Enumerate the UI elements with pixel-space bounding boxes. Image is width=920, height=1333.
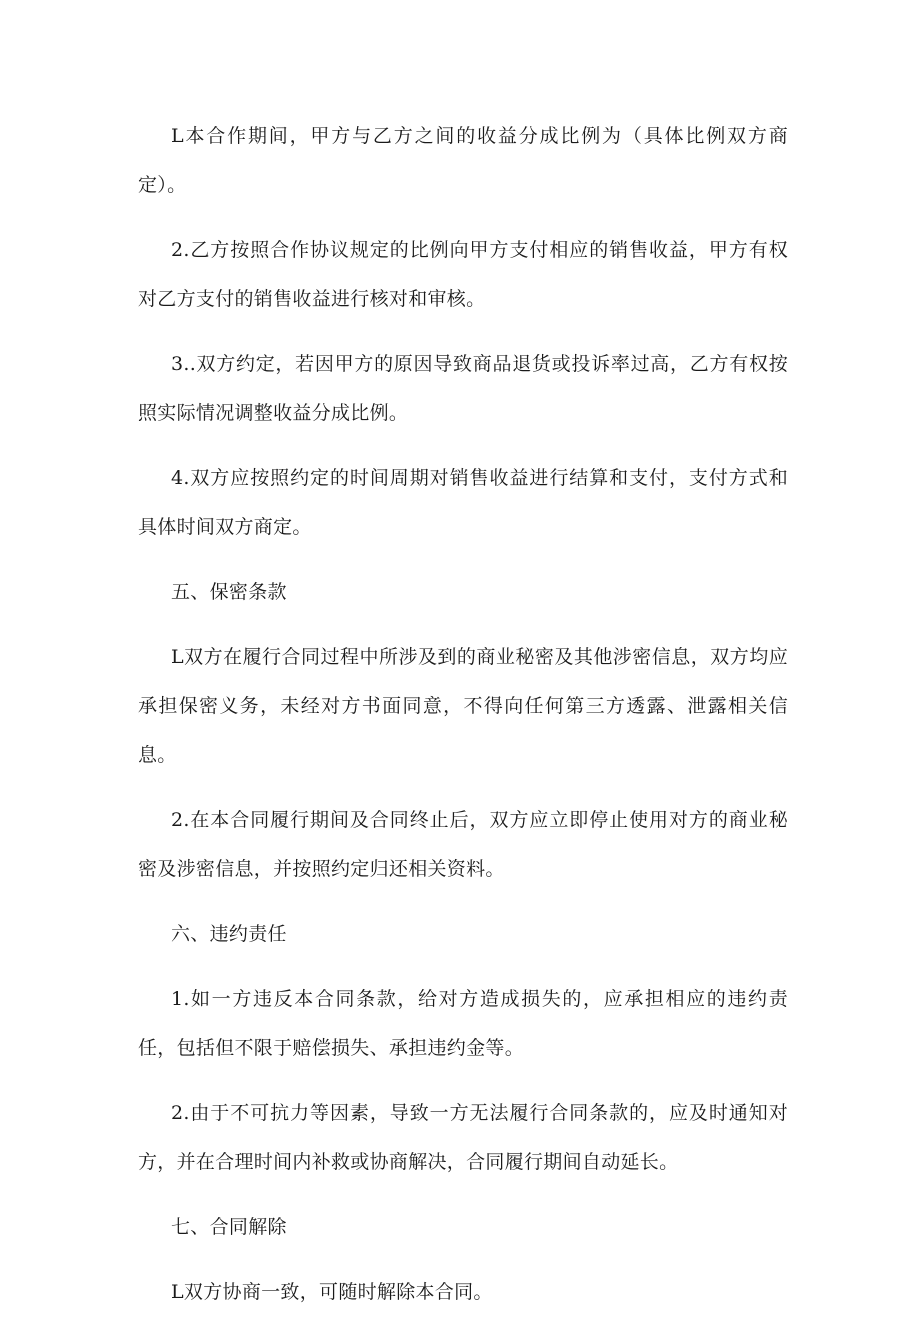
clause-5-2: 2.在本合同履行期间及合同终止后，双方应立即停止使用对方的商业秘密及涉密信息，并按照约定归还相关资料。 bbox=[138, 809, 788, 880]
section-5-heading: 五、保密条款 bbox=[171, 581, 287, 603]
clause-4-4: 4.双方应按照约定的时间周期对销售收益进行结算和支付，支付方式和具体时间双方商定。 bbox=[138, 467, 788, 538]
document-body bbox=[138, 112, 788, 1333]
section-6-heading: 六、违约责任 bbox=[171, 923, 287, 945]
clause-6-1: 1.如一方违反本合同条款，给对方造成损失的，应承担相应的违约责任，包括但不限于赔偿损失、承担违约金等。 bbox=[138, 988, 788, 1059]
clause-6-2: 2.由于不可抗力等因素，导致一方无法履行合同条款的，应及时通知对方，并在合理时间内补救或协商解决，合同履行期间自动延长。 bbox=[138, 1102, 788, 1173]
clause-7-1: L双方协商一致，可随时解除本合同。 bbox=[171, 1281, 493, 1303]
clause-4-2: 2.乙方按照合作协议规定的比例向甲方支付相应的销售收益，甲方有权对乙方支付的销售收益进行核对和审核。 bbox=[138, 239, 788, 310]
clause-5-1: L双方在履行合同过程中所涉及到的商业秘密及其他涉密信息，双方均应承担保密义务，未经对方书面同意，不得向任何第三方透露、泄露相关信息。 bbox=[138, 646, 788, 766]
clause-4-3: 3..双方约定，若因甲方的原因导致商品退货或投诉率过高，乙方有权按照实际情况调整收益分成比例。 bbox=[138, 353, 788, 424]
section-7-heading: 七、合同解除 bbox=[171, 1216, 287, 1238]
clause-4-1: L本合作期间，甲方与乙方之间的收益分成比例为（具体比例双方商定）。 bbox=[138, 125, 788, 196]
